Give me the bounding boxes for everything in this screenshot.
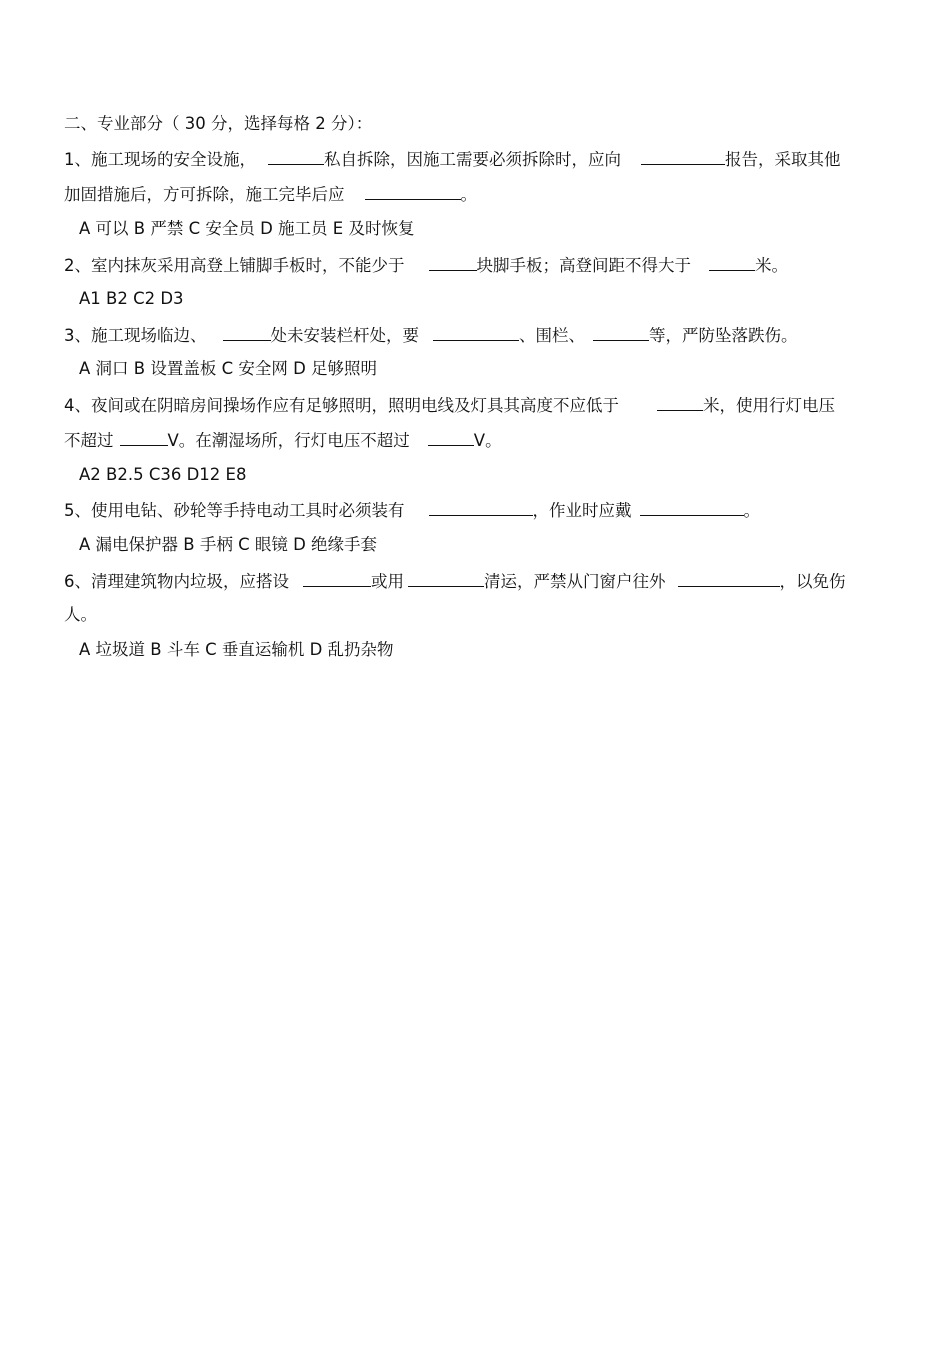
q6-blank-2[interactable] <box>408 570 484 587</box>
q1-text-2: 私自拆除，因施工需要必须拆除时，应向 <box>324 150 621 169</box>
q6-text-4: ，以免伤 <box>779 572 846 591</box>
q4-text-1: 4、夜间或在阴暗房间操场作应有足够照明，照明电线及灯具其高度不应低于 <box>64 396 619 415</box>
q2-text-2: 块脚手板；高登间距不得大于 <box>476 256 691 275</box>
q6-blank-3[interactable] <box>678 570 780 587</box>
q6-blank-1[interactable] <box>303 570 371 587</box>
q3-text-4: 等，严防坠落跌伤。 <box>649 326 798 345</box>
question-4-line-2 <box>64 429 502 451</box>
q6-text-2: 或用 <box>371 572 404 591</box>
q1-blank-1[interactable] <box>268 148 324 165</box>
q1-text-1: 1、施工现场的安全设施， <box>64 150 256 169</box>
section-title: 二、专业部分（ 30 分，选择每格 2 分）： <box>64 114 373 133</box>
q3-text-1: 3、施工现场临边、 <box>64 326 207 345</box>
q2-blank-1[interactable] <box>429 254 477 271</box>
q5-text-2: ，作业时应戴 <box>532 501 632 520</box>
q4-blank-1[interactable] <box>657 394 703 411</box>
q1-blank-2[interactable] <box>641 148 725 165</box>
q4-blank-3[interactable] <box>428 429 474 446</box>
q4-blank-2[interactable] <box>120 429 168 446</box>
question-5-options: A 漏电保护器 B 手柄 C 眼镜 D 绝缘手套 <box>79 535 378 554</box>
question-1-options: A 可以 B 严禁 C 安全员 D 施工员 E 及时恢复 <box>79 219 415 238</box>
q2-blank-2[interactable] <box>709 254 755 271</box>
q2-text-3: 米。 <box>755 256 788 275</box>
q2-text-1: 2、室内抹灰采用高登上铺脚手板时，不能少于 <box>64 256 405 275</box>
q3-blank-3[interactable] <box>593 324 649 341</box>
q1-blank-3[interactable] <box>365 183 461 200</box>
question-6-line-2: 人。 <box>64 605 97 624</box>
question-5-line-1 <box>64 499 760 521</box>
q1-text-5: 。 <box>460 185 477 204</box>
q6-text-3: 清运，严禁从门窗户往外 <box>484 572 666 591</box>
q1-text-4: 加固措施后，方可拆除，施工完毕后应 <box>64 185 345 204</box>
q5-text-3: 。 <box>743 501 760 520</box>
q6-text-1: 6、清理建筑物内垃圾，应搭设 <box>64 572 289 591</box>
question-4-line-1 <box>64 394 835 416</box>
question-6-line-1 <box>64 570 846 592</box>
q3-blank-1[interactable] <box>223 324 271 341</box>
q3-text-3: 、围栏、 <box>519 326 585 345</box>
question-4-options: A2 B2.5 C36 D12 E8 <box>79 465 247 484</box>
q3-blank-2[interactable] <box>433 324 519 341</box>
q5-blank-2[interactable] <box>640 499 744 516</box>
question-3-line-1 <box>64 324 798 346</box>
question-2-options: A1 B2 C2 D3 <box>79 289 184 308</box>
question-3-options: A 洞口 B 设置盖板 C 安全网 D 足够照明 <box>79 359 378 378</box>
q4-text-2: 米，使用行灯电压 <box>703 396 835 415</box>
question-6-options: A 垃圾道 B 斗车 C 垂直运输机 D 乱扔杂物 <box>79 640 394 659</box>
q5-blank-1[interactable] <box>429 499 533 516</box>
q4-text-5: V。 <box>473 431 502 450</box>
q4-text-3: 不超过 <box>64 431 114 450</box>
q4-text-4: V。在潮湿场所，行灯电压不超过 <box>167 431 410 450</box>
q1-text-3: 报告，采取其他 <box>725 150 841 169</box>
question-1-line-2 <box>64 183 477 205</box>
question-1-line-1 <box>64 148 841 170</box>
q5-text-1: 5、使用电钻、砂轮等手持电动工具时必须装有 <box>64 501 405 520</box>
q3-text-2: 处未安装栏杆处，要 <box>270 326 419 345</box>
question-2-line-1 <box>64 254 788 276</box>
